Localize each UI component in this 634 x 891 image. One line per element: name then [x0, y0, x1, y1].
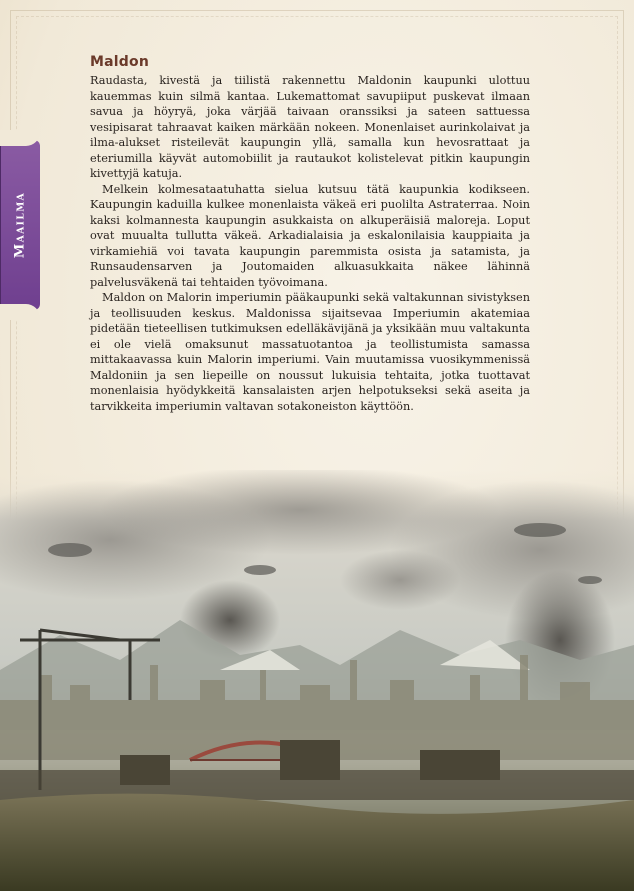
paragraph-1: Raudasta, kivestä ja tiilistä rakennettu Maldonin kaupunki ulottuu kauemmas kuin silmä kantaa. Lukemattomat savupiiput puskevat ilmaan savua ja höyryä, joka värjää taivaan oranssiksi ja sateen sattuessa vesipisarat tahraavat kaiken märkään nokeen. Monenlaiset aurinkolaivat ja ilma-alukset risteilevät kaupungin yllä, samalla kun hevosrattaat ja eteriumilla käyvät automobiilit ja rautaukot kolistelevat pitkin kaupungin kivettyjä katuja. — [90, 74, 530, 180]
paragraph-2: Melkein kolmesataatuhatta sielua kutsuu tätä kaupunkia kodikseen. Kaupungin kaduilla kulkee monenlaista väkeä eri puolilta Astraterraa. Noin kaksi kolmannesta kaupungin asukkaista on alkuperäisiä maloreja. Loput ovat muualta tullutta väkeä. Arkadialaisia ja eskalonilaisia kauppiaita ja virkamiehiä voi tavata kaupungin paremmista osista ja satamista, ja Runsaudensarven ja Joutomaiden alkuasukkaita näkee lähinnä palvelusväkenä tai tehtaiden työvoimana. — [90, 182, 530, 289]
city-illustration — [0, 470, 634, 891]
text-column — [90, 54, 530, 414]
chapter-tab-label: Maailma — [12, 191, 28, 259]
paragraph-3: Maldon on Malorin imperiumin pääkaupunki sekä valtakunnan sivistyksen ja teollisuuden keskus. Maldonissa sijaitsevaa Imperiumin akatemiaa pidetään tieteellisen tutkimuksen edelläkävijänä ja yksikään muu valtakunta ei ole vielä omaksunut massatuotantoa ja teollistumista samassa mittakaavassa kuin Malorin imperiumi. Vain muutamissa vuosikymmenissä Maldoniin ja sen liepeille on noussut lukuisia tehtaita, jotka tuottavat monenlaisia hyödykkeitä kansalaisten arjen helpotukseksi sekä aseita ja tarvikkeita imperiumin valtavan sotakoneiston käyttöön. — [90, 291, 530, 413]
chapter-tab — [0, 140, 40, 310]
section-title: Maldon — [90, 54, 149, 70]
